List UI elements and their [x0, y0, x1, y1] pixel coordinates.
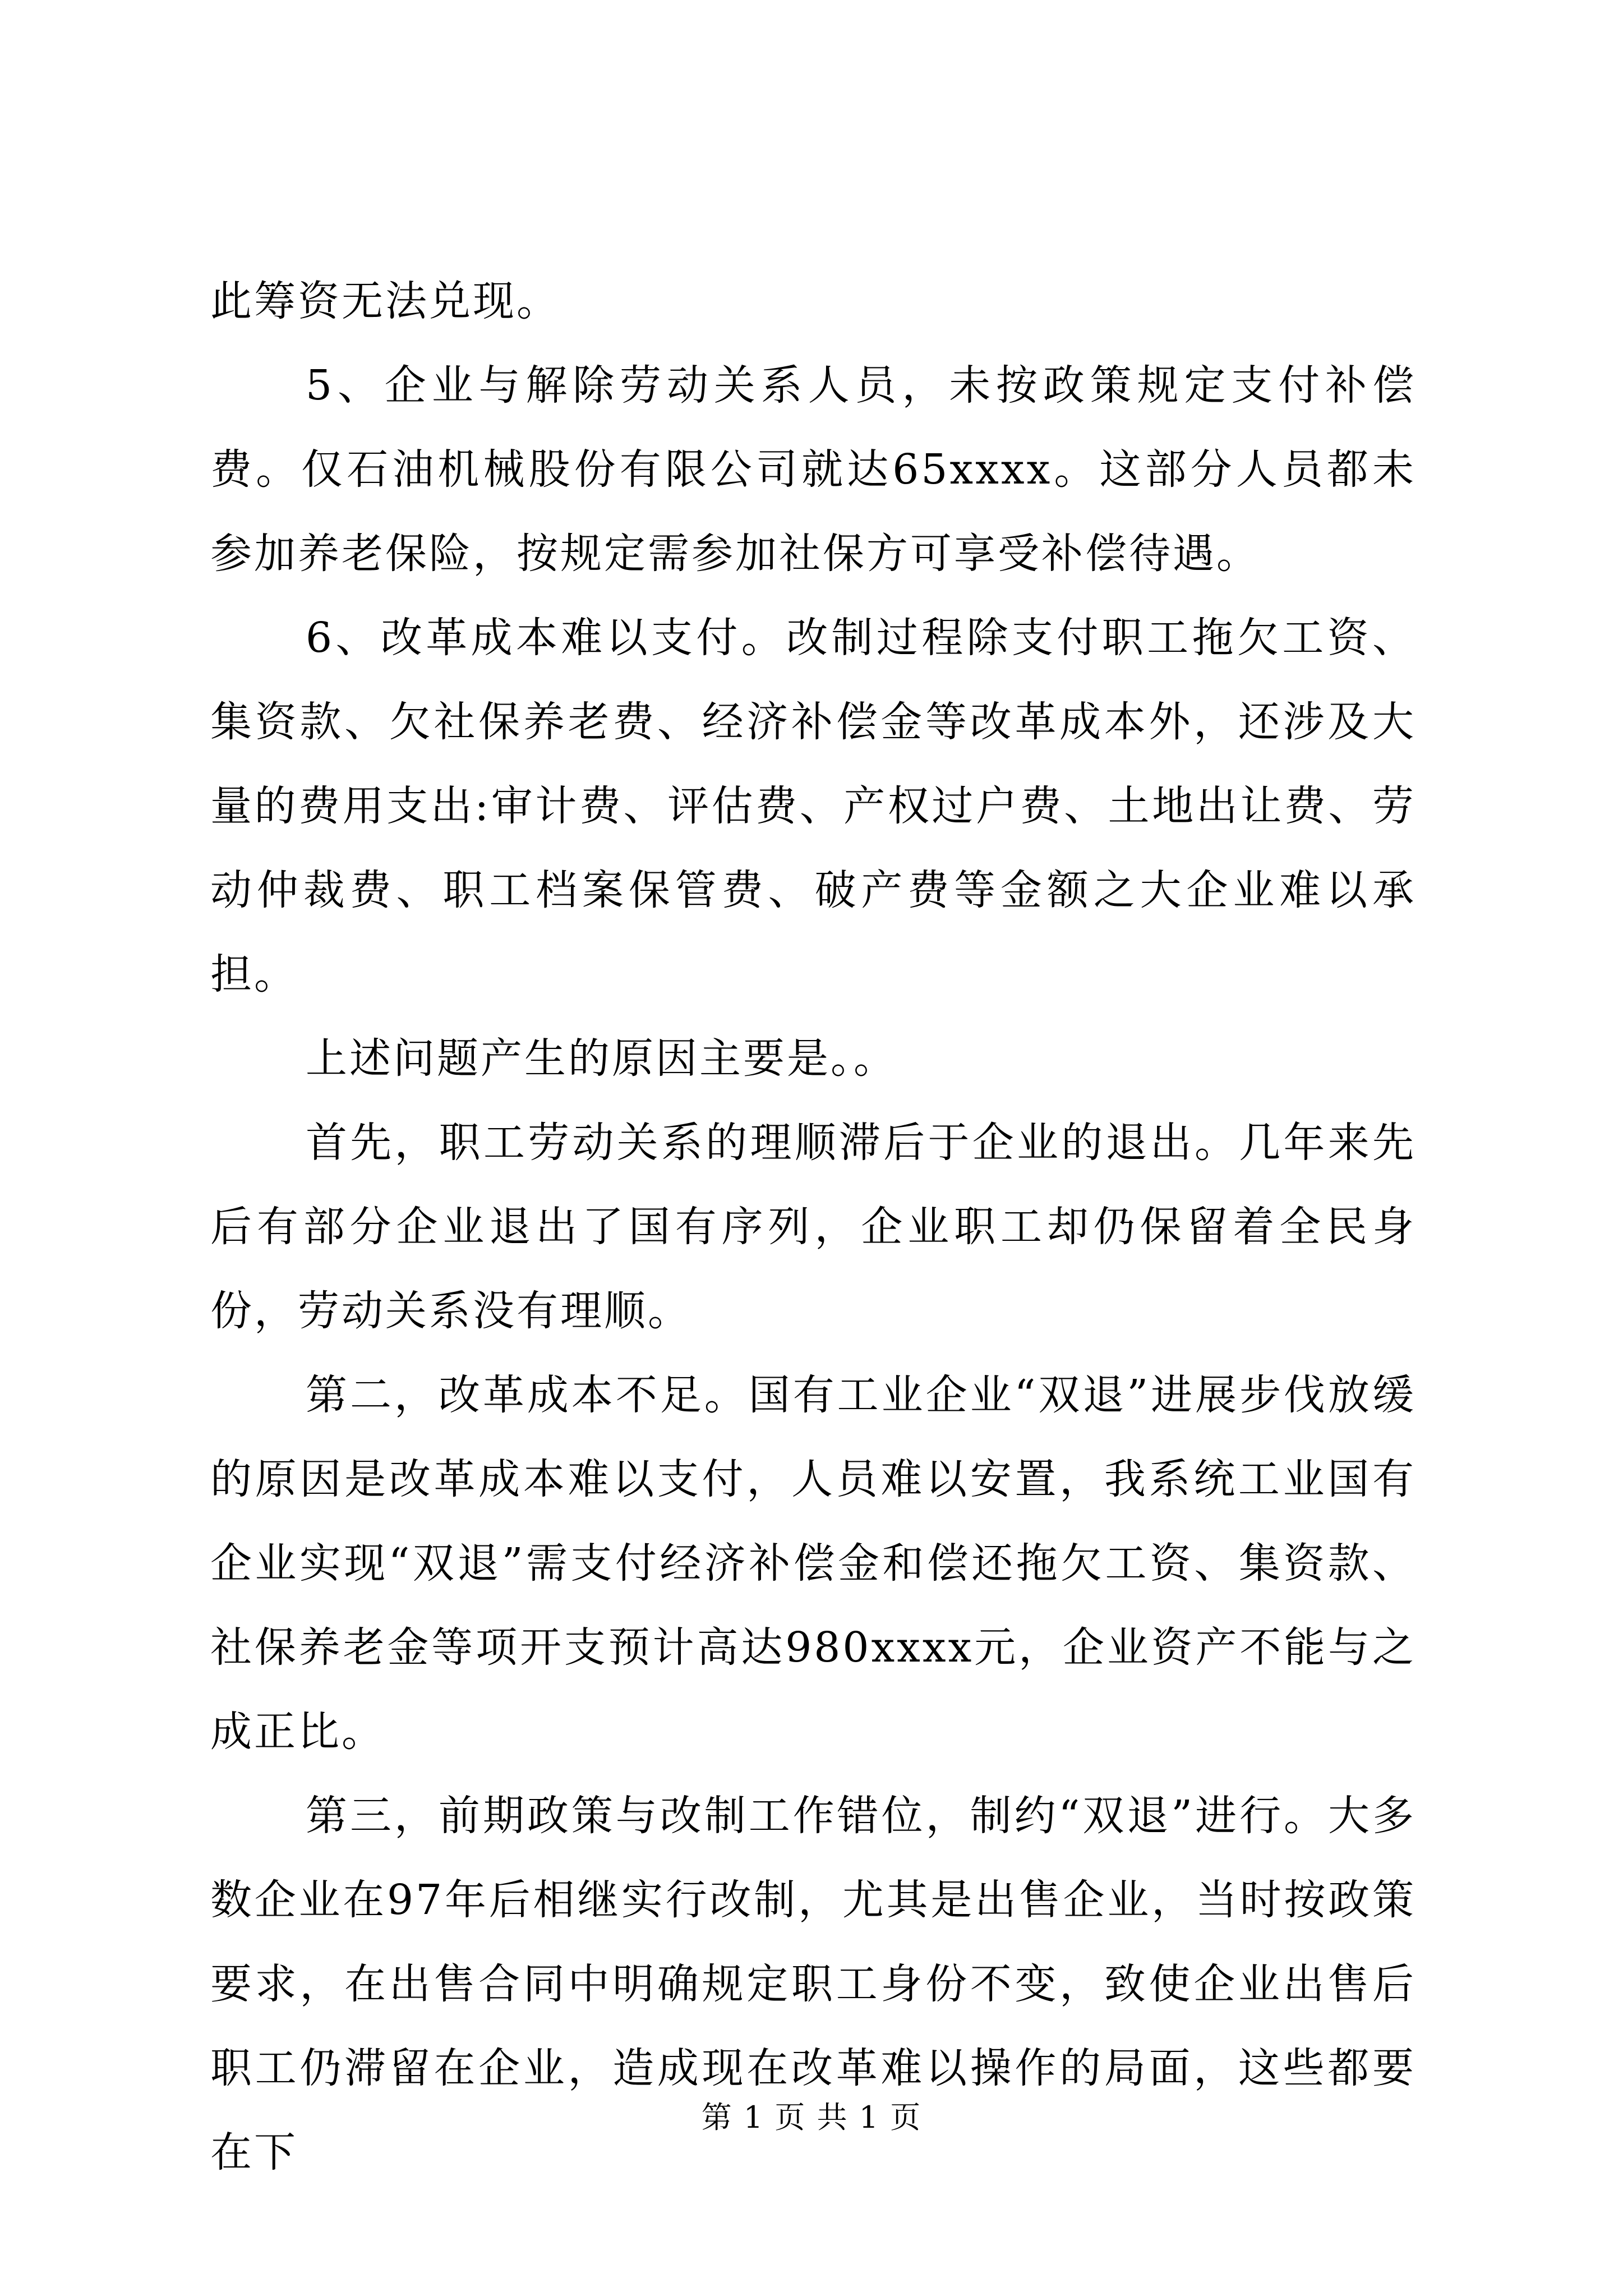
paragraph-third-cause: 第三，前期政策与改制工作错位，制约“双退”进行。大多数企业在97年后相继实行改制，尤其是出售企业，当时按政策要求，在出售合同中明确规定职工身份不变，致使企业出售后职工仍滞留在企业，造成现在改革难以操作的局面，这些都要在下 [210, 1792, 1416, 2177]
paragraph-second-cause: 第二，改革成本不足。国有工业企业“双退”进展步伐放缓的原因是改革成本难以支付，人员难以安置，我系统工业国有企业实现“双退”需支付经济补偿金和偿还拖欠工资、集资款、社保养老金等项开支预计高达980xxxx元，企业资产不能与之成正比。 [210, 1371, 1416, 1756]
page-footer: 第 1 页 共 1 页 [701, 2100, 922, 2135]
document-body [210, 259, 1416, 2194]
paragraph-continuation: 此筹资无法兑现。 [210, 277, 560, 325]
paragraph-item-6: 6、改革成本难以支付。改制过程除支付职工拖欠工资、集资款、欠社保养老费、经济补偿金等改革成本外，还涉及大量的费用支出:审计费、评估费、产权过户费、土地出让费、劳动仲裁费、职工档案保管费、破产费等金额之大企业难以承担。 [210, 614, 1416, 999]
paragraph-first-cause: 首先，职工劳动关系的理顺滞后于企业的退出。几年来先后有部分企业退出了国有序列，企业职工却仍保留着全民身份，劳动关系没有理顺。 [210, 1119, 1416, 1335]
paragraph-item-5: 5、企业与解除劳动关系人员，未按政策规定支付补偿费。仅石油机械股份有限公司就达65xxxx。这部分人员都未参加养老保险，按规定需参加社保方可享受补偿待遇。 [210, 361, 1416, 578]
paragraph-causes-intro: 上述问题产生的原因主要是。。 [306, 1034, 897, 1083]
